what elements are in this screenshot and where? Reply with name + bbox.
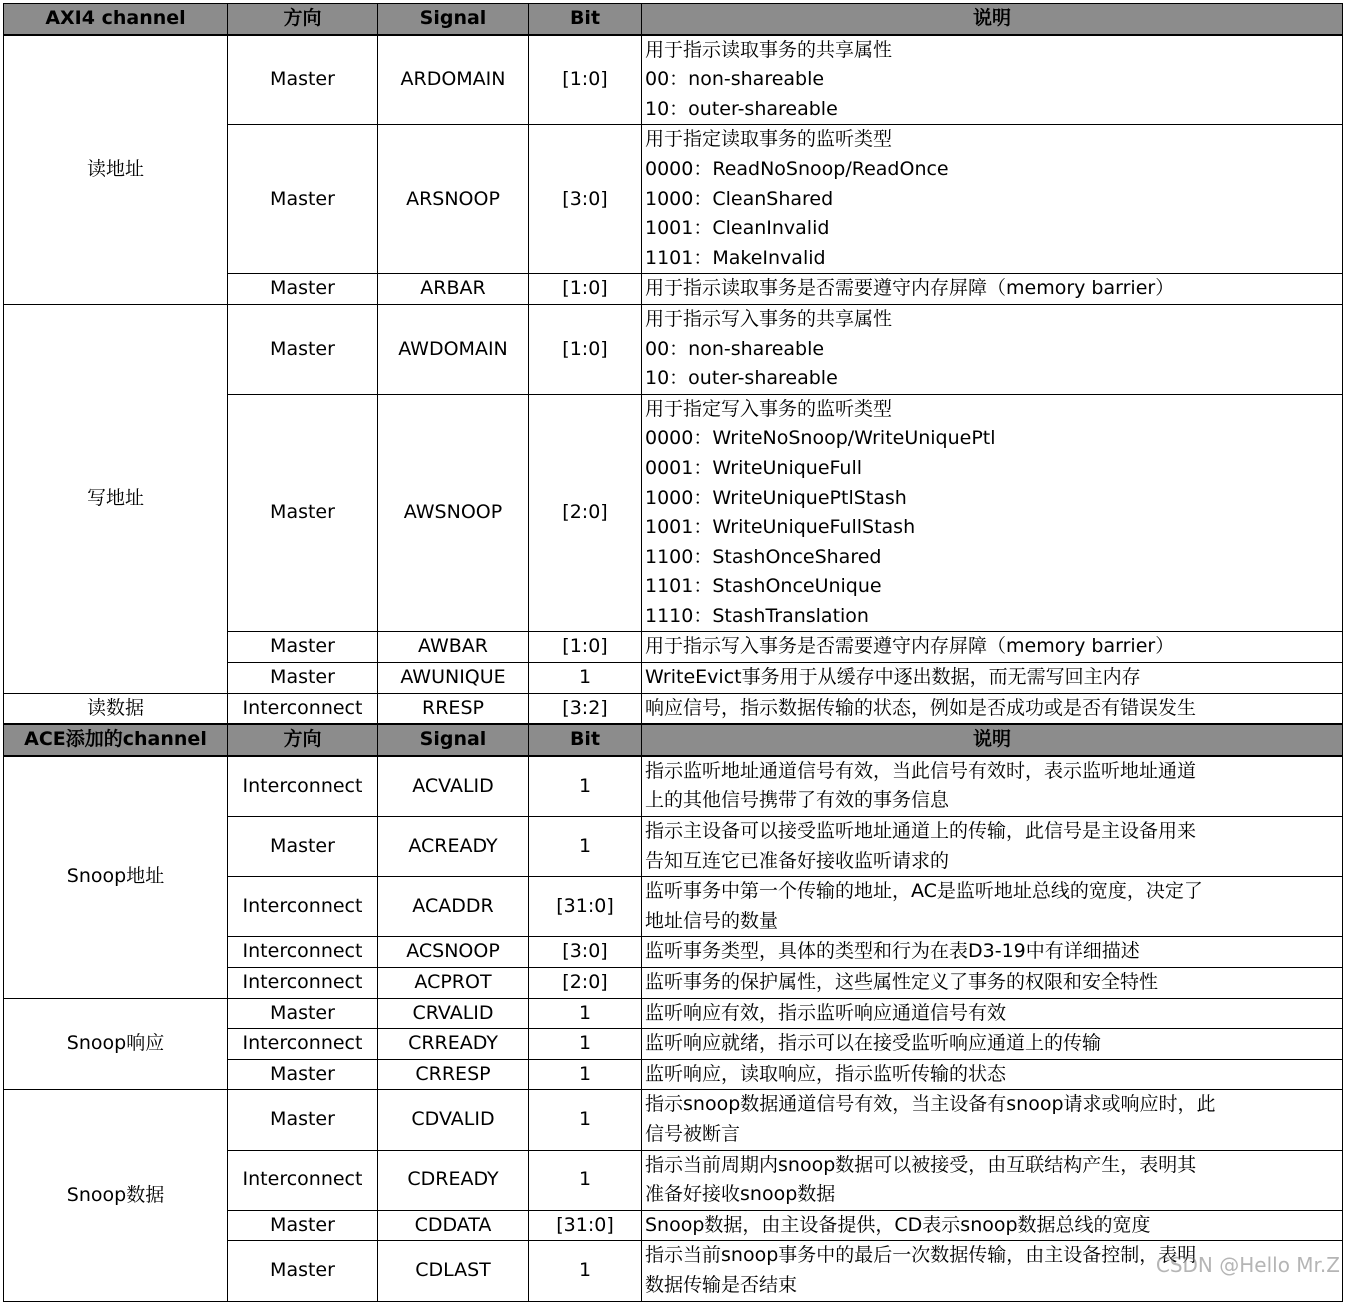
description-line: 0001：WriteUniqueFull bbox=[645, 456, 863, 479]
signal-cell: ACREADY bbox=[378, 817, 529, 877]
description-line: 地址信号的数量 bbox=[645, 909, 779, 932]
description-line: 用于指定写入事务的监听类型 bbox=[645, 397, 893, 420]
bit-cell: [1:0] bbox=[529, 304, 642, 394]
description-line: 10：outer-shareable bbox=[645, 367, 838, 390]
header-channel: ACE添加的channel bbox=[4, 724, 228, 756]
header-desc: 说明 bbox=[642, 4, 1343, 35]
description-cell bbox=[642, 877, 1343, 937]
bit-cell: 1 bbox=[529, 1029, 642, 1060]
header-bit: Bit bbox=[529, 724, 642, 756]
signal-cell: CDVALID bbox=[378, 1090, 529, 1150]
direction-cell: Master bbox=[228, 1090, 378, 1150]
description-cell bbox=[642, 1090, 1343, 1150]
header-dir: 方向 bbox=[228, 724, 378, 756]
description-line: 监听响应有效，指示监听响应通道信号有效 bbox=[645, 1001, 1007, 1024]
direction-cell: Interconnect bbox=[228, 1029, 378, 1060]
direction-cell: Interconnect bbox=[228, 877, 378, 937]
bit-cell: 1 bbox=[529, 756, 642, 817]
description-line: 指示snoop数据通道信号有效，当主设备有snoop请求或响应时，此 bbox=[645, 1093, 1216, 1116]
signal-cell: CRRESP bbox=[378, 1059, 529, 1090]
direction-cell: Interconnect bbox=[228, 937, 378, 968]
table-header-row bbox=[4, 4, 1343, 35]
direction-cell: Master bbox=[228, 817, 378, 877]
direction-cell: Master bbox=[228, 998, 378, 1029]
description-cell bbox=[642, 998, 1343, 1029]
description-line: 0000：WriteNoSnoop/WriteUniquePtl bbox=[645, 427, 996, 450]
description-cell bbox=[642, 394, 1343, 632]
bit-cell: 1 bbox=[529, 1090, 642, 1150]
description-line: 1101：MakeInvalid bbox=[645, 246, 826, 269]
table-row bbox=[4, 693, 1343, 724]
description-cell bbox=[642, 937, 1343, 968]
description-line: 用于指示读取事务的共享属性 bbox=[645, 38, 893, 61]
description-line: 响应信号，指示数据传输的状态，例如是否成功或是否有错误发生 bbox=[645, 696, 1197, 719]
signal-cell: CDLAST bbox=[378, 1241, 529, 1301]
bit-cell: [2:0] bbox=[529, 394, 642, 632]
bit-cell: [2:0] bbox=[529, 968, 642, 999]
bit-cell: [1:0] bbox=[529, 35, 642, 125]
direction-cell: Master bbox=[228, 1210, 378, 1241]
table-row bbox=[4, 998, 1343, 1029]
signal-cell: CDREADY bbox=[378, 1150, 529, 1210]
header-bit: Bit bbox=[529, 4, 642, 35]
description-cell bbox=[642, 968, 1343, 999]
table-row bbox=[4, 304, 1343, 394]
description-line: 指示主设备可以接受监听地址通道上的传输，此信号是主设备用来 bbox=[645, 820, 1197, 843]
signal-cell: AWUNIQUE bbox=[378, 663, 529, 694]
header-dir: 方向 bbox=[228, 4, 378, 35]
description-cell bbox=[642, 1029, 1343, 1060]
description-line: 用于指示写入事务是否需要遵守内存屏障（memory barrier） bbox=[645, 635, 1175, 658]
bit-cell: [3:2] bbox=[529, 693, 642, 724]
description-line: 告知互连它已准备好接收监听请求的 bbox=[645, 849, 950, 872]
channel-name: Snoop数据 bbox=[4, 1090, 228, 1301]
description-line: 监听响应，读取响应，指示监听传输的状态 bbox=[645, 1062, 1007, 1085]
bit-cell: [31:0] bbox=[529, 1210, 642, 1241]
channel-name: Snoop响应 bbox=[4, 998, 228, 1090]
signal-cell: ACVALID bbox=[378, 756, 529, 817]
description-line: 1001：WriteUniqueFullStash bbox=[645, 516, 916, 539]
description-line: 监听响应就绪，指示可以在接受监听响应通道上的传输 bbox=[645, 1032, 1102, 1055]
description-line: 1110：StashTranslation bbox=[645, 604, 869, 627]
header-desc: 说明 bbox=[642, 724, 1343, 756]
description-line: 指示当前周期内snoop数据可以被接受，由互联结构产生，表明其 bbox=[645, 1153, 1197, 1176]
description-line: 1001：CleanInvalid bbox=[645, 217, 830, 240]
watermark: CSDN @Hello Mr.Z bbox=[1155, 1253, 1340, 1277]
table-row bbox=[4, 35, 1343, 125]
description-line: 指示监听地址通道信号有效，当此信号有效时，表示监听地址通道 bbox=[645, 759, 1197, 782]
signal-cell: ARDOMAIN bbox=[378, 35, 529, 125]
description-line: 监听事务中第一个传输的地址，AC是监听地址总线的宽度，决定了 bbox=[645, 880, 1203, 903]
description-line: 准备好接收snoop数据 bbox=[645, 1183, 836, 1206]
description-cell bbox=[642, 663, 1343, 694]
description-line: 指示当前snoop事务中的最后一次数据传输，由主设备控制，表明 bbox=[645, 1244, 1197, 1267]
description-cell bbox=[642, 1150, 1343, 1210]
direction-cell: Interconnect bbox=[228, 693, 378, 724]
signal-cell: RRESP bbox=[378, 693, 529, 724]
header-signal: Signal bbox=[378, 4, 529, 35]
direction-cell: Master bbox=[228, 304, 378, 394]
signal-cell: ACADDR bbox=[378, 877, 529, 937]
description-line: 00：non-shareable bbox=[645, 337, 825, 360]
description-line: WriteEvict事务用于从缓存中逐出数据，而无需写回主内存 bbox=[645, 666, 1141, 689]
description-cell bbox=[642, 35, 1343, 125]
bit-cell: 1 bbox=[529, 1059, 642, 1090]
channel-name: 读数据 bbox=[4, 693, 228, 724]
bit-cell: 1 bbox=[529, 1241, 642, 1301]
signal-cell: ACPROT bbox=[378, 968, 529, 999]
bit-cell: [1:0] bbox=[529, 632, 642, 663]
description-cell bbox=[642, 693, 1343, 724]
direction-cell: Master bbox=[228, 125, 378, 274]
direction-cell: Interconnect bbox=[228, 968, 378, 999]
description-line: 1101：StashOnceUnique bbox=[645, 575, 882, 598]
direction-cell: Master bbox=[228, 663, 378, 694]
description-cell bbox=[642, 1059, 1343, 1090]
description-cell bbox=[642, 756, 1343, 817]
description-line: 用于指定读取事务的监听类型 bbox=[645, 128, 893, 151]
description-cell bbox=[642, 632, 1343, 663]
signal-cell: CRVALID bbox=[378, 998, 529, 1029]
bit-cell: 1 bbox=[529, 1150, 642, 1210]
header-signal: Signal bbox=[378, 724, 529, 756]
description-line: 1100：StashOnceShared bbox=[645, 545, 882, 568]
bit-cell: 1 bbox=[529, 663, 642, 694]
bit-cell: 1 bbox=[529, 998, 642, 1029]
description-cell bbox=[642, 125, 1343, 274]
bit-cell: [3:0] bbox=[529, 937, 642, 968]
signal-cell: ARSNOOP bbox=[378, 125, 529, 274]
direction-cell: Master bbox=[228, 1059, 378, 1090]
signal-table bbox=[3, 3, 1343, 1302]
description-line: 信号被断言 bbox=[645, 1122, 741, 1145]
description-line: 用于指示写入事务的共享属性 bbox=[645, 307, 893, 330]
header-channel: AXI4 channel bbox=[4, 4, 228, 35]
description-line: 用于指示读取事务是否需要遵守内存屏障（memory barrier） bbox=[645, 277, 1175, 300]
signal-cell: ARBAR bbox=[378, 274, 529, 305]
direction-cell: Master bbox=[228, 394, 378, 632]
description-line: 监听事务的保护属性，这些属性定义了事务的权限和安全特性 bbox=[645, 971, 1159, 993]
description-line: 数据传输是否结束 bbox=[645, 1273, 798, 1296]
signal-cell: CRREADY bbox=[378, 1029, 529, 1060]
description-line: 上的其他信号携带了有效的事务信息 bbox=[645, 789, 950, 812]
signal-cell: AWSNOOP bbox=[378, 394, 529, 632]
description-line: Snoop数据，由主设备提供，CD表示snoop数据总线的宽度 bbox=[645, 1213, 1151, 1236]
direction-cell: Master bbox=[228, 274, 378, 305]
signal-cell: CDDATA bbox=[378, 1210, 529, 1241]
signal-cell: ACSNOOP bbox=[378, 937, 529, 968]
description-line: 1000：WriteUniquePtlStash bbox=[645, 486, 907, 509]
signal-cell: AWDOMAIN bbox=[378, 304, 529, 394]
bit-cell: [3:0] bbox=[529, 125, 642, 274]
bit-cell: [1:0] bbox=[529, 274, 642, 305]
description-cell bbox=[642, 274, 1343, 305]
table-row bbox=[4, 756, 1343, 817]
bit-cell: [31:0] bbox=[529, 877, 642, 937]
direction-cell: Master bbox=[228, 632, 378, 663]
direction-cell: Interconnect bbox=[228, 756, 378, 817]
description-cell bbox=[642, 817, 1343, 877]
bit-cell: 1 bbox=[529, 817, 642, 877]
description-line: 10：outer-shareable bbox=[645, 97, 838, 120]
description-line: 监听事务类型，具体的类型和行为在表D3-19中有详细描述 bbox=[645, 940, 1140, 963]
description-line: 0000：ReadNoSnoop/ReadOnce bbox=[645, 157, 949, 180]
channel-name: Snoop地址 bbox=[4, 756, 228, 998]
direction-cell: Interconnect bbox=[228, 1150, 378, 1210]
signal-cell: AWBAR bbox=[378, 632, 529, 663]
description-line: 00：non-shareable bbox=[645, 68, 825, 91]
direction-cell: Master bbox=[228, 35, 378, 125]
channel-name: 读地址 bbox=[4, 35, 228, 305]
description-cell bbox=[642, 1210, 1343, 1241]
table-row bbox=[4, 1090, 1343, 1150]
direction-cell: Master bbox=[228, 1241, 378, 1301]
description-line: 1000：CleanShared bbox=[645, 187, 834, 210]
channel-name: 写地址 bbox=[4, 304, 228, 693]
table-header-row bbox=[4, 724, 1343, 756]
description-cell bbox=[642, 304, 1343, 394]
